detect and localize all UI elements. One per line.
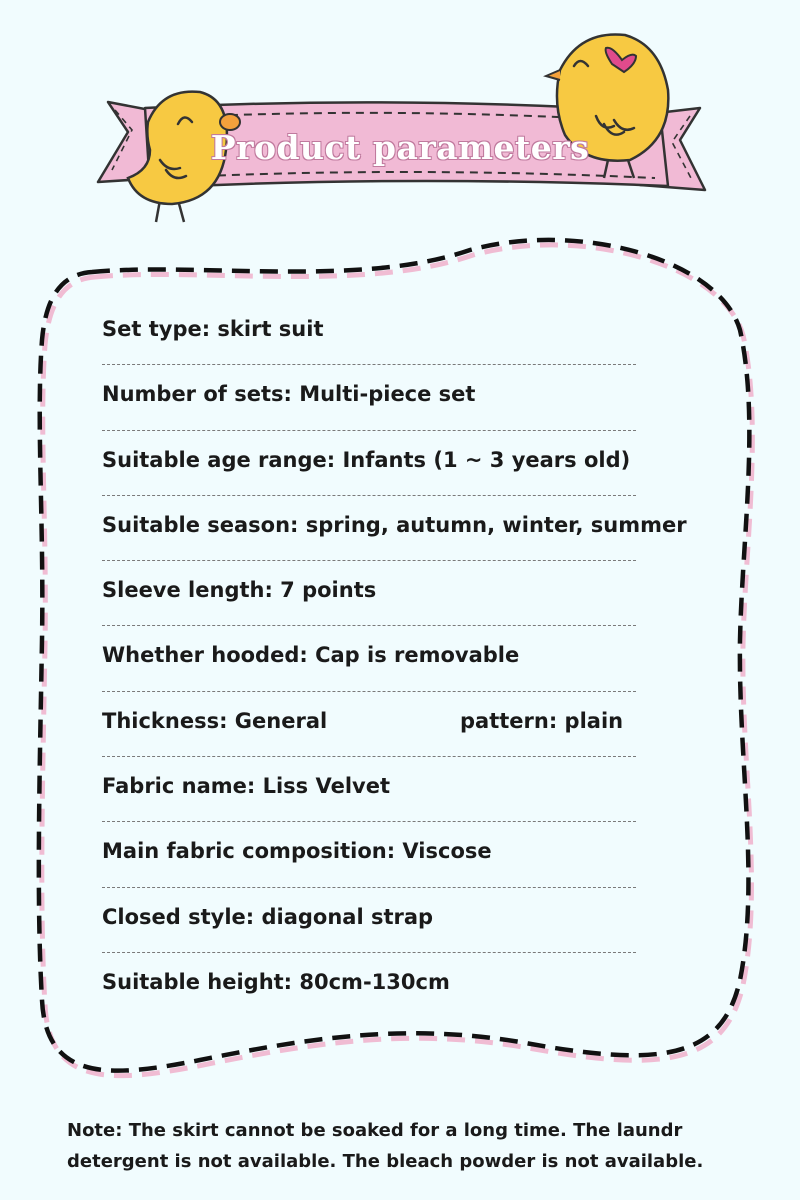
list-item	[102, 822, 636, 887]
list-item	[102, 888, 636, 953]
list-item	[102, 496, 687, 561]
param-closed-style: Closed style: diagonal strap	[102, 904, 434, 929]
list-item	[102, 365, 636, 430]
parameter-list	[102, 300, 687, 1018]
care-note-line-2: detergent is not available. The bleach powder is not available.	[67, 1151, 704, 1172]
list-item	[102, 692, 636, 757]
list-item	[102, 431, 636, 496]
page-title: Product parameters	[210, 128, 590, 167]
list-item	[102, 953, 636, 1018]
param-number-of-sets: Number of sets: Multi-piece set	[102, 382, 476, 407]
list-item	[102, 300, 636, 365]
care-note	[67, 1115, 767, 1177]
param-set-type: Set type: skirt suit	[102, 317, 324, 341]
list-item	[102, 626, 636, 691]
param-pattern: pattern: plain	[460, 708, 624, 733]
param-sleeve-length: Sleeve length: 7 points	[102, 578, 377, 603]
list-item	[102, 561, 636, 626]
param-fabric-name: Fabric name: Liss Velvet	[102, 774, 390, 799]
param-hooded: Whether hooded: Cap is removable	[102, 643, 520, 668]
param-fabric-composition: Main fabric composition: Viscose	[102, 839, 492, 864]
param-age-range: Suitable age range: Infants (1 ~ 3 years old)	[102, 447, 631, 472]
param-season: Suitable season: spring, autumn, winter, summer	[102, 512, 687, 537]
list-item	[102, 757, 636, 822]
param-height: Suitable height: 80cm-130cm	[102, 969, 450, 994]
care-note-line-1: Note: The skirt cannot be soaked for a long time. The laundr	[67, 1120, 683, 1141]
param-thickness: Thickness: General	[102, 708, 328, 733]
